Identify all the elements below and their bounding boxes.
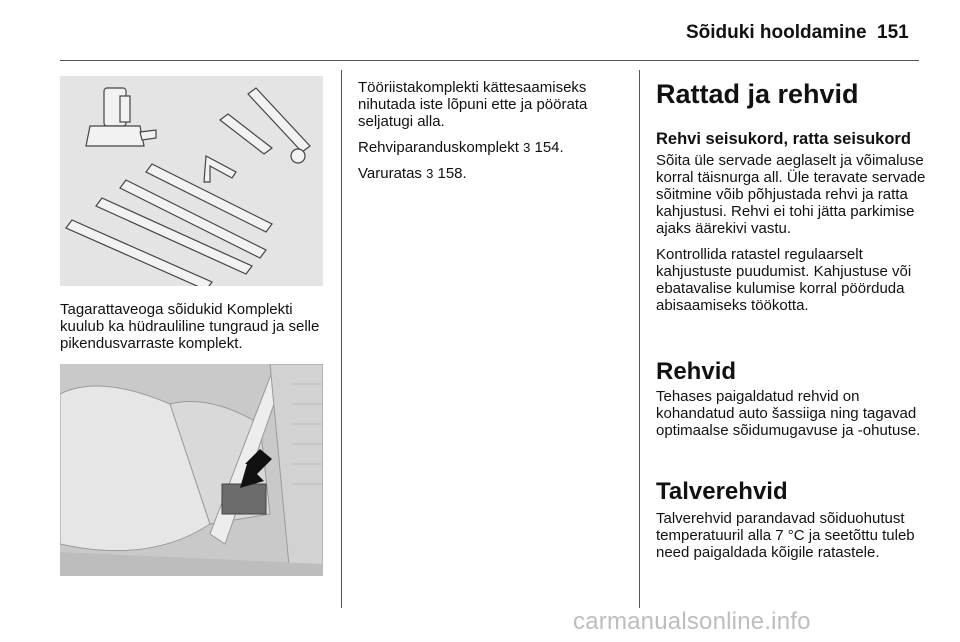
section-title: Rattad ja rehvid (656, 79, 859, 109)
column-divider-1 (341, 70, 342, 608)
repair-kit-page-link[interactable]: 154. (534, 139, 564, 156)
spare-wheel-reference (358, 165, 623, 182)
running-header-title: Sõiduki hooldamine (686, 22, 867, 43)
tyre-condition-paragraph-1: Sõita üle servade aeglaselt ja võimaluse korral täisnurga all. Üle teravate servade sõitmine võib põhjustada rehvi ja ratta kahjustusi. Rehvi ei tohi jätta parkimise ajaks äärekivi vastu. (656, 152, 926, 237)
seat-drawing (60, 364, 323, 576)
tyre-condition-paragraph-2: Kontrollida ratastel regulaarselt kahjustuste puudumist. Kahjustuse või ebatavalise kulumise korral pöörduda abisaamiseks töökotta. (656, 246, 912, 314)
tool-access-paragraph: Tööriistakomplekti kättesaamiseks nihutada iste lõpuni ette ja pöörata seljatugi alla. (358, 79, 588, 130)
watermark-text: carmanualsonline.info (573, 608, 811, 635)
subsection-tyre-condition-heading: Rehvi seisukord, ratta seisukord (656, 130, 911, 148)
figure-caption: Tagarattaveoga sõidukid Komplekti kuulub ka hüdrauliline tungraud ja selle pikendusvarraste komplekt. (60, 301, 320, 352)
jack-tools-illustration (60, 76, 323, 286)
spare-wheel-label: Varuratas (358, 165, 422, 182)
subsection-tyres-heading: Rehvid (656, 358, 737, 385)
header-rule (60, 60, 919, 61)
spare-wheel-page-link[interactable]: 158. (437, 165, 467, 182)
tyres-paragraph: Tehases paigaldatud rehvid on kohandatud auto šassiiga ning tagavad optimaalse sõidumugavuse ja -ohutuse. (656, 388, 921, 439)
subsection-winter-tyres-heading: Talverehvid (656, 478, 788, 505)
page-number: 151 (877, 22, 909, 43)
repair-kit-reference (358, 139, 623, 156)
tyre-condition-text (656, 152, 926, 323)
column-divider-2 (639, 70, 640, 608)
page-reference-arrow-icon: 3 (523, 140, 531, 155)
page-reference-arrow-icon: 3 (426, 166, 434, 181)
column2-text (358, 79, 623, 191)
jack-tools-drawing (60, 76, 323, 286)
winter-tyres-paragraph: Talverehvid parandavad sõiduohutust temperatuuril alla 7 °C ja seetõttu tuleb need paigaldada kõigile ratastele. (656, 510, 915, 561)
repair-kit-label: Rehviparanduskomplekt (358, 139, 519, 156)
seat-tool-location-photo (60, 364, 323, 576)
